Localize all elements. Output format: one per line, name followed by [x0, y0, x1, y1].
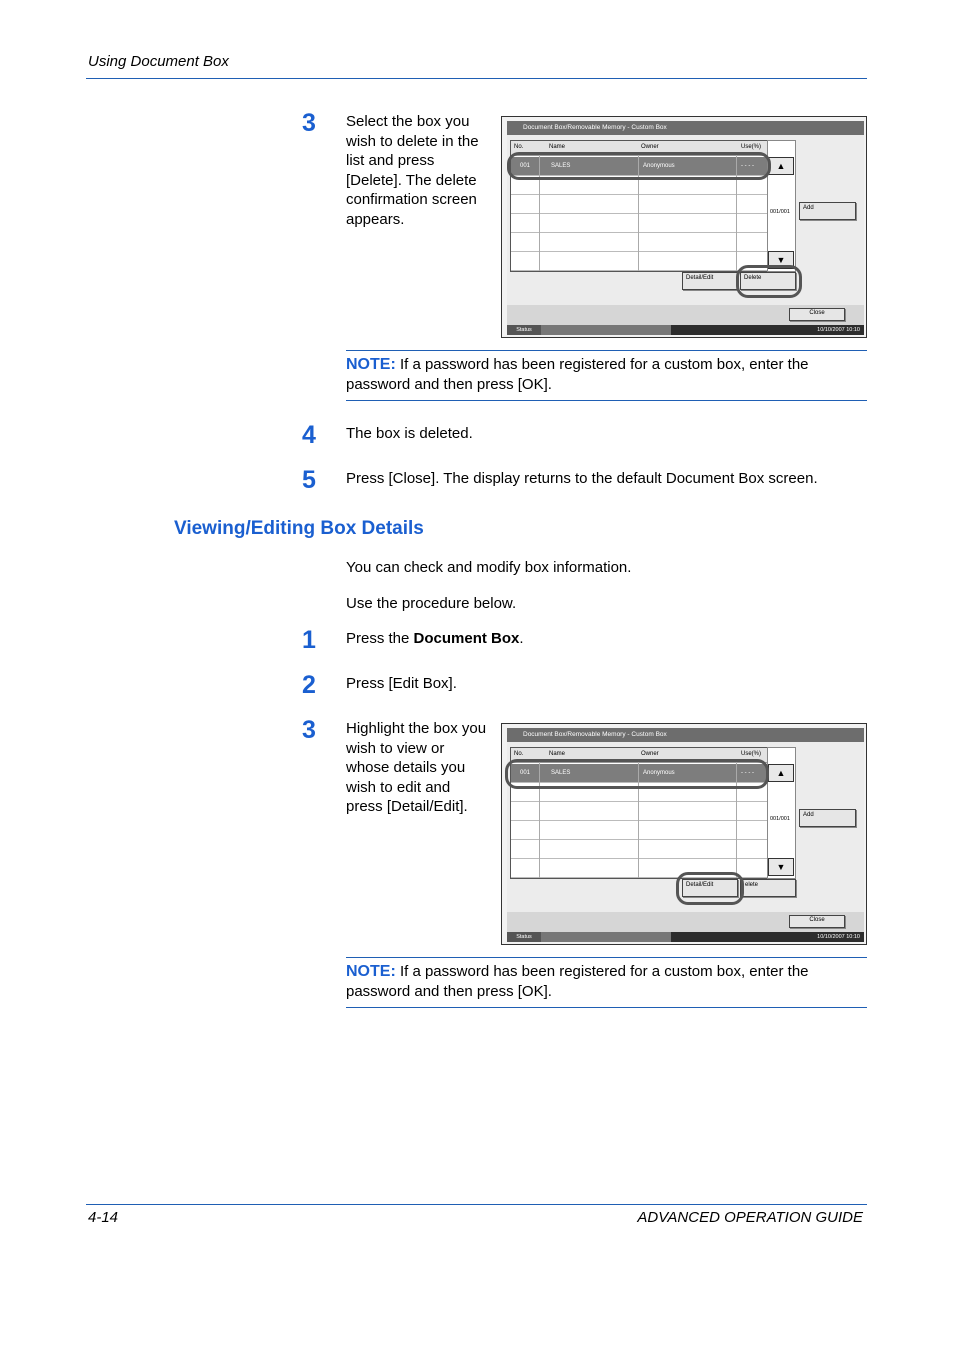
note-label: NOTE:: [346, 963, 396, 980]
row-use: - - - -: [741, 163, 754, 169]
status-label: Status: [507, 325, 541, 335]
close-button[interactable]: Close: [789, 915, 845, 928]
step-text-pre: Press the: [346, 630, 414, 647]
scroll-down-icon[interactable]: ▼: [768, 251, 794, 269]
table-row[interactable]: [511, 840, 767, 859]
intro-text: You can check and modify box information.: [346, 559, 632, 576]
scroll-up-icon[interactable]: ▲: [768, 157, 794, 175]
delete-button[interactable]: elete: [740, 879, 796, 897]
step-text: The box is deleted.: [346, 425, 473, 442]
delete-screen-mockup: [501, 116, 867, 338]
screen-title: Document Box/Removable Memory - Custom Box: [507, 121, 864, 135]
screen-title: Document Box/Removable Memory - Custom Box: [507, 728, 864, 742]
status-field: [541, 932, 671, 942]
table-row[interactable]: [511, 821, 767, 840]
step-text: Press [Edit Box].: [346, 675, 457, 692]
note-box: [346, 350, 867, 401]
detail-edit-highlight-callout: [676, 872, 744, 905]
col-owner: Owner: [641, 144, 659, 150]
page-count: 001/001: [770, 209, 790, 215]
step-number: 3: [302, 109, 316, 137]
step-text-bold: Document Box: [413, 630, 520, 647]
scroll-up-icon[interactable]: ▲: [768, 764, 794, 782]
col-name: Name: [549, 144, 566, 150]
col-name: Name: [549, 751, 566, 757]
row-use: - - - -: [741, 770, 754, 776]
step-text: Press [Close]. The display returns to the default Document Box screen.: [346, 470, 818, 487]
delete-highlight-callout: [736, 265, 802, 298]
step-text: Select the box you wish to delete in the list and press [Delete]. The delete confirmation screen appears.: [346, 113, 479, 228]
row-name: SALES: [551, 770, 571, 776]
page-number: 4-14: [88, 1209, 119, 1226]
col-use: Use(%): [741, 751, 762, 757]
page-count: 001/001: [770, 816, 790, 822]
footer-rule: [86, 1204, 867, 1205]
note-text: If a password has been registered for a custom box, enter the password and then press [OK].: [346, 356, 809, 393]
row-highlight-callout: [507, 152, 771, 180]
section-heading: Viewing/Editing Box Details: [174, 518, 424, 539]
col-no: No.: [514, 144, 524, 150]
row-owner: Anonymous: [643, 163, 675, 169]
note-box: [346, 957, 867, 1008]
scroll-down-icon[interactable]: ▼: [768, 858, 794, 876]
intro-text: Use the procedure below.: [346, 595, 517, 612]
status-bar: [507, 932, 864, 942]
add-button[interactable]: Add: [799, 809, 856, 827]
step-number: 5: [302, 466, 316, 494]
status-label: Status: [507, 932, 541, 942]
guide-title: ADVANCED OPERATION GUIDE: [637, 1209, 863, 1226]
table-row[interactable]: [511, 252, 767, 271]
row-name: SALES: [551, 163, 571, 169]
step-text-post: .: [519, 630, 524, 647]
status-bar: [507, 325, 864, 335]
detail-edit-button[interactable]: Detail/Edit: [682, 879, 738, 897]
row-no: 001: [520, 770, 531, 776]
step-number: 3: [302, 716, 316, 744]
close-button[interactable]: Close: [789, 308, 845, 321]
header-rule: [86, 78, 867, 79]
col-owner: Owner: [641, 751, 659, 757]
detail-edit-button[interactable]: Detail/Edit: [682, 272, 738, 290]
table-row[interactable]: [511, 195, 767, 214]
row-no: 001: [520, 163, 531, 169]
step-text: [346, 629, 524, 649]
step-number: 2: [302, 671, 316, 699]
step-text: Highlight the box you wish to view or whose details you wish to edit and press [Detail/Edit].: [346, 720, 487, 815]
detail-edit-screen-mockup: [501, 723, 867, 945]
table-row[interactable]: [511, 802, 767, 821]
col-no: No.: [514, 751, 524, 757]
datetime: 10/10/2007 10:10: [817, 327, 860, 333]
status-field: [541, 325, 671, 335]
note-label: NOTE:: [346, 356, 396, 373]
row-highlight-callout: [505, 759, 769, 789]
col-use: Use(%): [741, 144, 762, 150]
table-row[interactable]: [511, 233, 767, 252]
datetime: 10/10/2007 10:10: [817, 934, 860, 940]
running-header: Using Document Box: [88, 53, 229, 70]
table-row[interactable]: [511, 214, 767, 233]
delete-button[interactable]: Delete: [740, 272, 796, 290]
step-number: 1: [302, 626, 316, 654]
add-button[interactable]: Add: [799, 202, 856, 220]
step-number: 4: [302, 421, 316, 449]
note-text: If a password has been registered for a custom box, enter the password and then press [OK].: [346, 963, 809, 1000]
row-owner: Anonymous: [643, 770, 675, 776]
